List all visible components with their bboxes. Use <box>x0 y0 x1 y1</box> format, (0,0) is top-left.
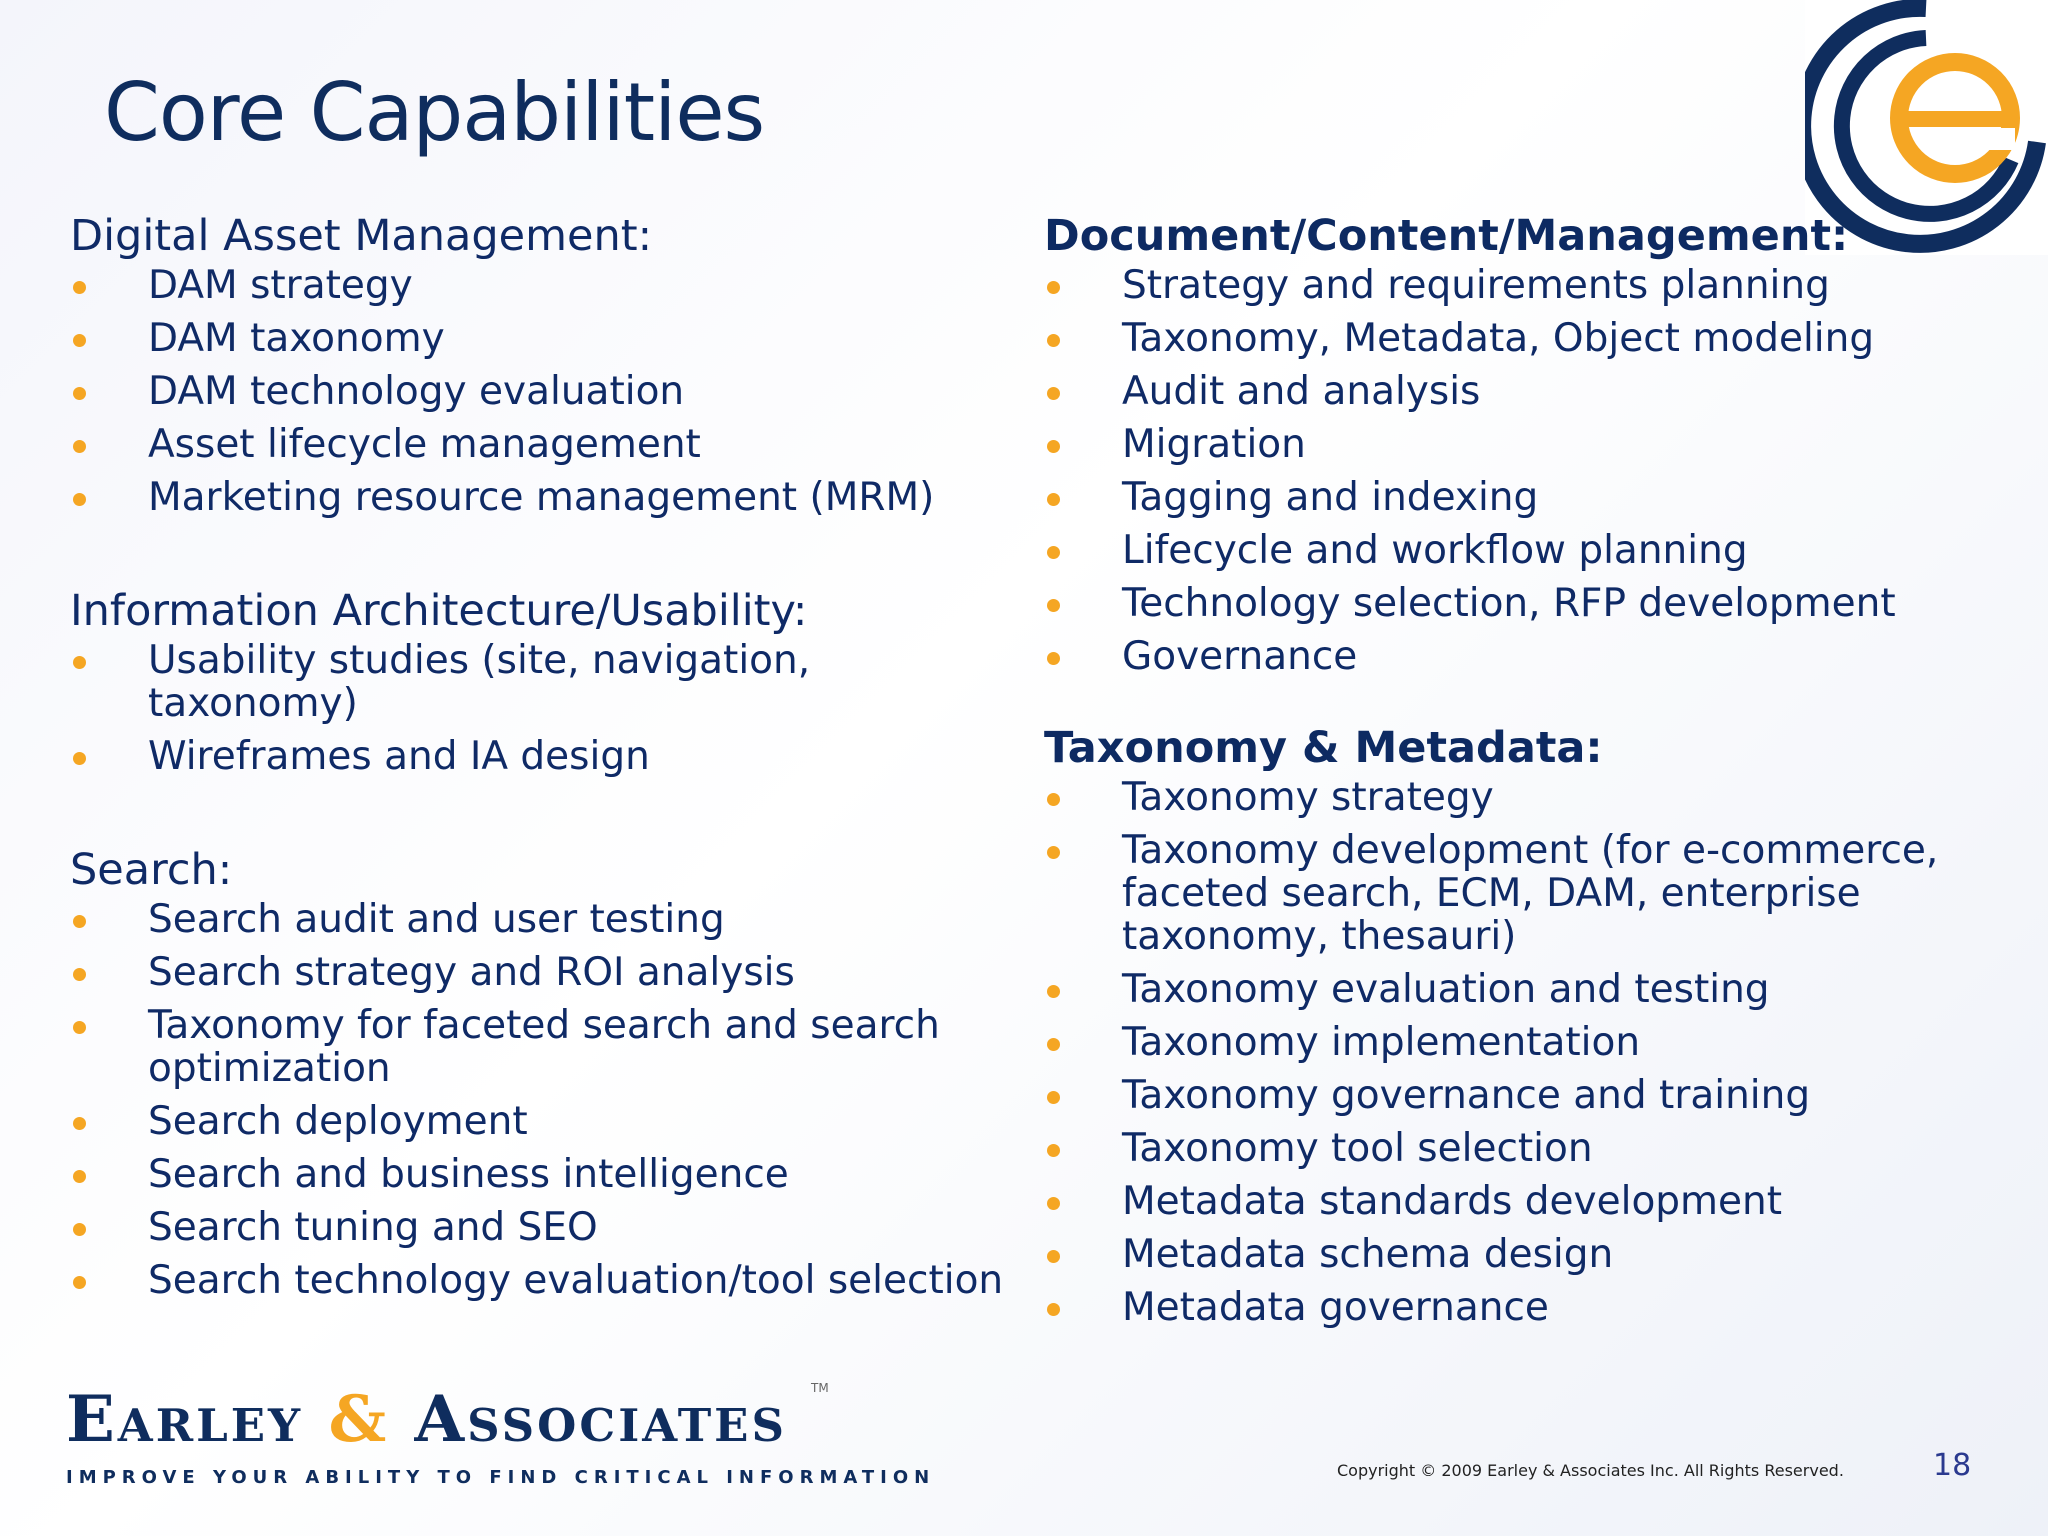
list-item: DAM technology evaluation <box>70 370 1020 413</box>
list-item: Strategy and requirements planning <box>1044 264 2044 307</box>
list-item: Taxonomy, Metadata, Object modeling <box>1044 317 2044 360</box>
list-item: Taxonomy strategy <box>1044 776 2044 819</box>
list-item: Search tuning and SEO <box>70 1206 1020 1249</box>
list-item: Metadata governance <box>1044 1286 2044 1329</box>
bullet-icon <box>73 387 86 400</box>
bullet-icon <box>73 1170 86 1183</box>
bullet-icon <box>1047 793 1060 806</box>
company-tagline: IMPROVE YOUR ABILITY TO FIND CRITICAL INFORMATION <box>66 1467 936 1488</box>
section-heading: Search: <box>70 845 233 895</box>
bullet-icon <box>73 656 86 669</box>
bullet-list <box>70 898 1020 1302</box>
list-item: Search technology evaluation/tool selection <box>70 1259 1020 1302</box>
bullet-icon <box>1047 1197 1060 1210</box>
left-column <box>70 210 1020 1312</box>
bullet-icon <box>73 752 86 765</box>
list-item: Search and business intelligence <box>70 1153 1020 1196</box>
list-item: Lifecycle and workflow planning <box>1044 529 2044 572</box>
slide-title: Core Capabilities <box>104 66 765 159</box>
list-item: Taxonomy tool selection <box>1044 1127 2044 1170</box>
company-name: Earley & Associates <box>66 1382 787 1457</box>
bullet-icon <box>73 1117 86 1130</box>
list-item: Taxonomy governance and training <box>1044 1074 2044 1117</box>
list-item: Migration <box>1044 423 2044 466</box>
bullet-icon <box>73 968 86 981</box>
bullet-icon <box>1047 985 1060 998</box>
list-item: Search deployment <box>70 1100 1020 1143</box>
bullet-icon <box>73 1276 86 1289</box>
bullet-icon <box>1047 1250 1060 1263</box>
bullet-icon <box>1047 599 1060 612</box>
bullet-list <box>70 264 1020 519</box>
list-item: Taxonomy for faceted search and search optimization <box>70 1004 968 1090</box>
list-item: Marketing resource management (MRM) <box>70 476 1020 519</box>
list-item: Search strategy and ROI analysis <box>70 951 1020 994</box>
bullet-icon <box>1047 334 1060 347</box>
section-heading: Taxonomy & Metadata: <box>1044 723 1603 773</box>
right-column <box>1044 210 2044 1339</box>
list-item: Taxonomy development (for e-commerce, faceted search, ECM, DAM, enterprise taxonomy, thesauri) <box>1044 829 1942 958</box>
list-item: Asset lifecycle management <box>70 423 1020 466</box>
list-item: Tagging and indexing <box>1044 476 2044 519</box>
bullet-icon <box>73 334 86 347</box>
company-logo <box>66 1381 936 1488</box>
trademark-mark: TM <box>811 1381 829 1395</box>
bullet-icon <box>73 493 86 506</box>
section-document-content <box>1044 210 2044 678</box>
bullet-icon <box>1047 1144 1060 1157</box>
ampersand: & <box>328 1382 390 1457</box>
section-ia <box>70 585 1020 778</box>
bullet-icon <box>73 915 86 928</box>
list-item: Taxonomy evaluation and testing <box>1044 968 2044 1011</box>
bullet-icon <box>73 440 86 453</box>
section-dam <box>70 210 1020 519</box>
list-item: Search audit and user testing <box>70 898 1020 941</box>
page-number: 18 <box>1933 1448 1972 1483</box>
bullet-icon <box>1047 281 1060 294</box>
list-item: Technology selection, RFP development <box>1044 582 2044 625</box>
bullet-icon <box>1047 1091 1060 1104</box>
section-taxonomy-metadata <box>1044 722 2044 1329</box>
list-item: Metadata schema design <box>1044 1233 2044 1276</box>
bullet-icon <box>1047 1038 1060 1051</box>
bullet-icon <box>1047 387 1060 400</box>
list-item: Taxonomy implementation <box>1044 1021 2044 1064</box>
bullet-icon <box>1047 846 1060 859</box>
section-heading: Information Architecture/Usability: <box>70 586 808 636</box>
list-item: DAM taxonomy <box>70 317 1020 360</box>
bullet-icon <box>1047 440 1060 453</box>
list-item: Metadata standards development <box>1044 1180 2044 1223</box>
list-item: DAM strategy <box>70 264 1020 307</box>
bullet-icon <box>73 281 86 294</box>
bullet-icon <box>1047 493 1060 506</box>
section-search <box>70 844 1020 1302</box>
bullet-icon <box>73 1223 86 1236</box>
bullet-list <box>70 639 1020 778</box>
bullet-icon <box>1047 546 1060 559</box>
bullet-icon <box>1047 1303 1060 1316</box>
list-item: Usability studies (site, navigation, taxonomy) <box>70 639 1020 725</box>
list-item: Audit and analysis <box>1044 370 2044 413</box>
list-item: Wireframes and IA design <box>70 735 1020 778</box>
list-item: Governance <box>1044 635 2044 678</box>
bullet-icon <box>73 1021 86 1034</box>
bullet-icon <box>1047 652 1060 665</box>
copyright-notice: Copyright © 2009 Earley & Associates Inc. All Rights Reserved. <box>1337 1461 1844 1480</box>
bullet-list <box>1044 776 2044 1329</box>
section-heading: Document/Content/Management: <box>1044 211 1849 261</box>
section-heading: Digital Asset Management: <box>70 211 653 261</box>
bullet-list <box>1044 264 2044 678</box>
